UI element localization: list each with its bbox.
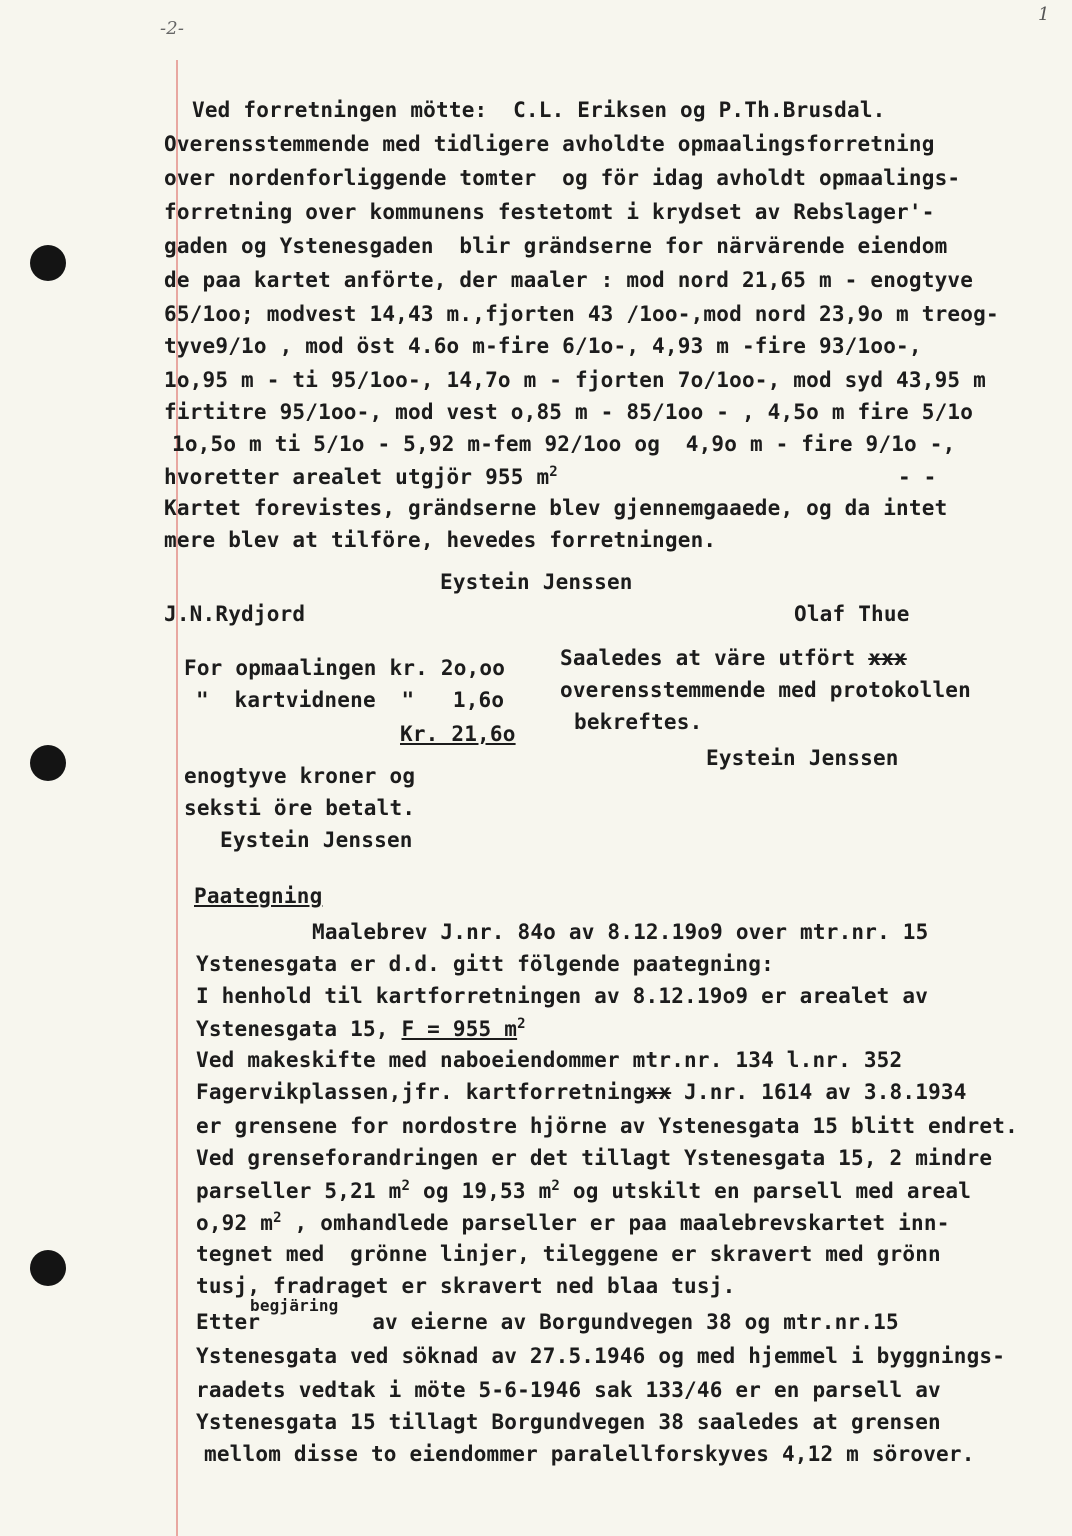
body-line: 65/1oo; modvest 14,43 m.,fjorten 43 /1oo-,mod nord 23,9o m treog- xyxy=(164,302,999,326)
paategning-line: Ystenesgata ved söknad av 27.5.1946 og med hjemmel i byggnings- xyxy=(196,1344,1006,1368)
fee-words: seksti öre betalt. xyxy=(184,796,416,820)
punch-hole xyxy=(30,745,66,781)
certification-line: overensstemmende med protokollen xyxy=(560,678,971,702)
paategning-line: Etter av eierne av Borgundvegen 38 og mtr.nr.15 xyxy=(196,1310,899,1334)
certification-line: bekreftes. xyxy=(574,710,703,734)
body-line: hvoretter arealet utgjör 955 $m^2$ - - xyxy=(164,464,937,489)
paategning-line: Ystenesgata er d.d. gitt fölgende paategning: xyxy=(196,952,774,976)
fee-line: For opmaalingen kr. 2o,oo xyxy=(184,656,506,680)
paategning-line: Fagervikplassen,jfr. kartforretningxx J.nr. 1614 av 3.8.1934 xyxy=(196,1080,967,1104)
body-line: Ved forretningen mötte: C.L. Eriksen og P.Th.Brusdal. xyxy=(192,98,886,122)
fee-total: Kr. 21,6o xyxy=(400,722,516,746)
body-line: de paa kartet anförte, der maaler : mod nord 21,65 m - enogtyve xyxy=(164,268,974,292)
body-line: tyve9/1o , mod öst 4.6o m-fire 6/1o-, 4,93 m -fire 93/1oo-, xyxy=(164,334,922,358)
witness-right: Olaf Thue xyxy=(794,602,910,626)
paategning-line: Ystenesgata 15, F = 955 $m^2$ xyxy=(196,1016,526,1041)
corner-mark: -2- xyxy=(160,18,185,39)
body-line: Overensstemmende med tidligere avholdte opmaalingsforretning xyxy=(164,132,935,156)
body-line: forretning over kommunens festetomt i krydset av Rebslager'- xyxy=(164,200,935,224)
paategning-line: o,92 $m^2$ , omhandlede parseller er paa maalebrevskartet inn- xyxy=(196,1210,950,1235)
paategning-line: er grensene for nordostre hjörne av Ystenesgata 15 blitt endret. xyxy=(196,1114,1018,1138)
fee-words: enogtyve kroner og xyxy=(184,764,416,788)
paategning-line: I henhold til kartforretningen av 8.12.19o9 er arealet av xyxy=(196,984,929,1008)
paategning-line: parseller 5,21 $m^2$ og 19,53 $m^2$ og utskilt en parsell med areal xyxy=(196,1178,972,1203)
body-line: firtitre 95/1oo-, mod vest o,85 m - 85/1oo - , 4,5o m fire 5/1o xyxy=(164,400,974,424)
body-line: 1o,95 m - ti 95/1oo-, 14,7o m - fjorten 7o/1oo-, mod syd 43,95 m xyxy=(164,368,986,392)
paategning-line: Maalebrev J.nr. 84o av 8.12.19o9 over mtr.nr. 15 xyxy=(312,920,929,944)
body-line: over nordenforliggende tomter og för idag avholdt opmaalings- xyxy=(164,166,961,190)
body-line: 1o,5o m ti 5/1o - 5,92 m-fem 92/1oo og 4,9o m - fire 9/1o -, xyxy=(172,432,956,456)
fee-line: " kartvidnene " 1,6o xyxy=(196,688,505,712)
witness-left: J.N.Rydjord xyxy=(164,602,306,626)
paategning-line: raadets vedtak i möte 5-6-1946 sak 133/46 er en parsell av xyxy=(196,1378,941,1402)
paategning-line: tusj, fradraget er skravert ned blaa tusj. xyxy=(196,1274,736,1298)
inserted-word: begjäring xyxy=(250,1296,339,1315)
certification-line: Saaledes at väre utfört xxx xyxy=(560,646,907,670)
paategning-line: Ved makeskifte med naboeiendommer mtr.nr. 134 l.nr. 352 xyxy=(196,1048,903,1072)
paategning-line: Ved grenseforandringen er det tillagt Ystenesgata 15, 2 mindre xyxy=(196,1146,993,1170)
body-line: Kartet forevistes, grändserne blev gjennemgaaede, og da intet xyxy=(164,496,948,520)
paategning-line: Ystenesgata 15 tillagt Borgundvegen 38 saaledes at grensen xyxy=(196,1410,941,1434)
section-heading: Paategning xyxy=(194,884,323,908)
page-number: 1 xyxy=(1038,4,1050,25)
fee-signature: Eystein Jenssen xyxy=(220,828,413,852)
body-line: mere blev at tilföre, hevedes forretningen. xyxy=(164,528,717,552)
paategning-line: tegnet med grönne linjer, tileggene er skravert med grönn xyxy=(196,1242,941,1266)
punch-hole xyxy=(30,245,66,281)
certification-signature: Eystein Jenssen xyxy=(706,746,899,770)
signature: Eystein Jenssen xyxy=(440,570,633,594)
paategning-line: mellom disse to eiendommer paralellforskyves 4,12 m sörover. xyxy=(204,1442,975,1466)
body-line: gaden og Ystenesgaden blir grändserne for närvärende eiendom xyxy=(164,234,948,258)
punch-hole xyxy=(30,1250,66,1286)
